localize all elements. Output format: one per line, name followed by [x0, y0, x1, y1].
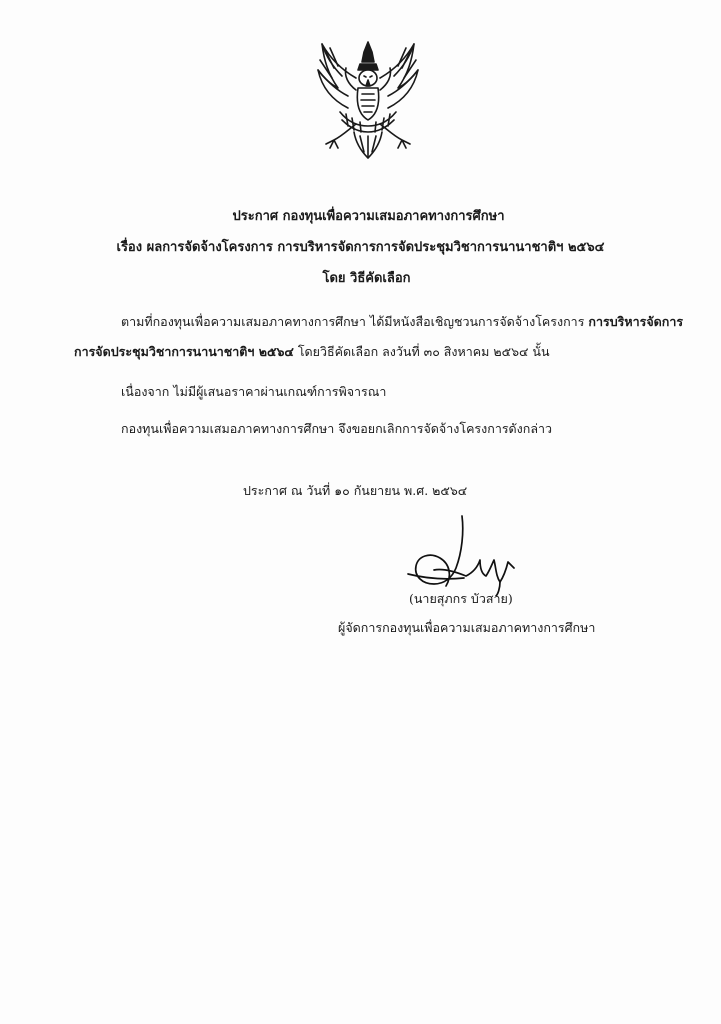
paragraph-1-line-1 — [121, 313, 683, 331]
signatory-title: ผู้จัดการกองทุนเพื่อความเสมอภาคทางการศึกษา — [338, 620, 596, 635]
announcement-subject: เรื่อง ผลการจัดจ้างโครงการ การบริหารจัดการการจัดประชุมวิชาการนานาชาติฯ ๒๕๖๔ — [116, 240, 605, 255]
paragraph-2: เนื่องจาก ไม่มีผู้เสนอราคาผ่านเกณฑ์การพิจารณา — [121, 384, 387, 399]
paragraph-3: กองทุนเพื่อความเสมอภาคทางการศึกษา จึงขอยกเลิกการจัดจ้างโครงการดังกล่าว — [121, 421, 553, 436]
handwritten-signature — [404, 512, 524, 596]
announcement-method: โดย วิธีคัดเลือก — [322, 271, 411, 286]
paragraph-1-intro: ตามที่กองทุนเพื่อความเสมอภาคทางการศึกษา ได้มีหนังสือเชิญชวนการจัดจ้างโครงการ — [121, 314, 589, 329]
paragraph-1-project-part-a: การบริหารจัดการ — [588, 314, 684, 329]
announcement-title: ประกาศ กองทุนเพื่อความเสมอภาคทางการศึกษา — [232, 209, 505, 224]
announcement-date: ประกาศ ณ วันที่ ๑๐ กันยายน พ.ศ. ๒๕๖๔ — [243, 483, 468, 498]
garuda-emblem-icon — [312, 40, 424, 162]
paragraph-1-rest: โดยวิธีคัดเลือก ลงวันที่ ๓๐ สิงหาคม ๒๕๖๔ นั้น — [293, 344, 550, 359]
paragraph-1-project-part-b: การจัดประชุมวิชาการนานาชาติฯ ๒๕๖๔ — [74, 344, 294, 359]
paragraph-1-line-2 — [74, 343, 550, 361]
signatory-name: (นายสุภกร บัวสาย) — [409, 591, 513, 606]
